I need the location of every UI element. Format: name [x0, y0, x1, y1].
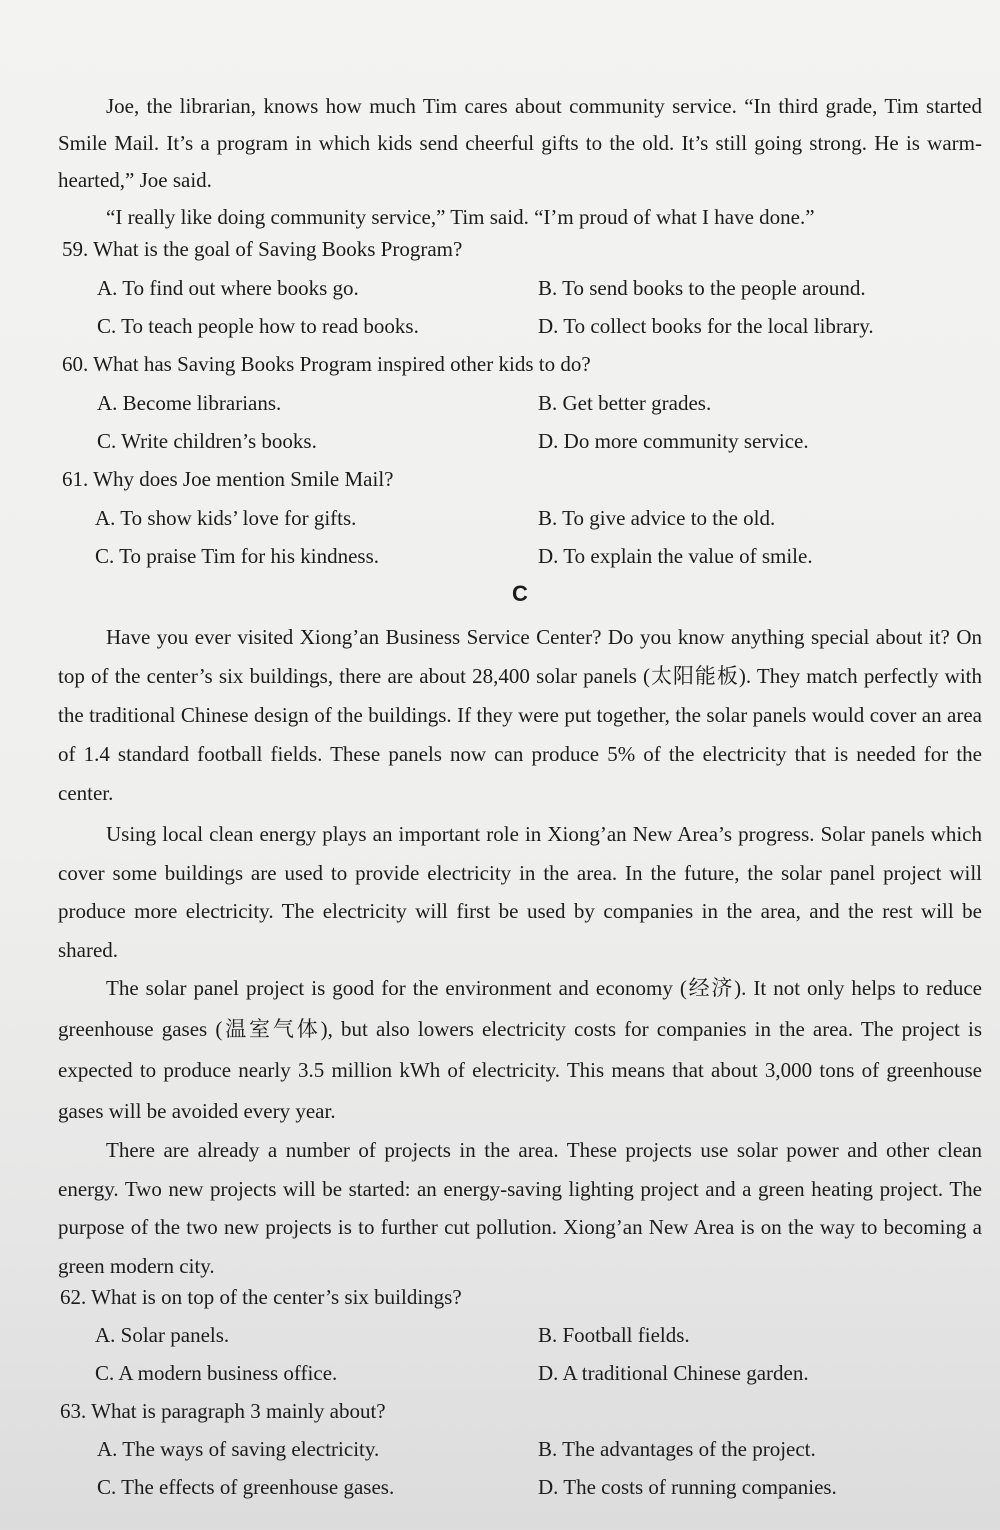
question-62-stem: 62. What is on top of the center’s six buildings?: [60, 1285, 462, 1309]
question-59-option-b: B. To send books to the people around.: [538, 276, 866, 300]
question-61-option-a: A. To show kids’ love for gifts.: [95, 506, 357, 530]
paragraph-tim-quote: “I really like doing community service,” Tim said. “I’m proud of what I have done.”: [106, 205, 815, 229]
question-63-option-c: C. The effects of greenhouse gases.: [97, 1475, 395, 1499]
question-60-option-c: C. Write children’s books.: [97, 429, 317, 453]
question-63-stem: 63. What is paragraph 3 mainly about?: [60, 1399, 386, 1423]
section-c-paragraph-3: The solar panel project is good for the environment and economy (经济). It not only helps to reduce greenhouse gases (温室气体), but also lowers electricity costs for companies in the area. The project is expected to produce nearly 3.5 million kWh of electricity. This means that about 3,000 tons of greenhouse gases will be avoided every year.: [58, 976, 982, 1123]
section-c-paragraph-2: Using local clean energy plays an important role in Xiong’an New Area’s progress. Solar panels which cover some buildings are used to provide electricity in the area. In the future, the solar panel project will produce more electricity. The electricity will first be used by companies in the area, and the rest will be shared.: [58, 822, 982, 962]
question-60-option-b: B. Get better grades.: [538, 391, 712, 415]
question-59-option-d: D. To collect books for the local library.: [538, 314, 874, 338]
question-61-option-d: D. To explain the value of smile.: [538, 544, 813, 568]
question-59-option-a: A. To find out where books go.: [97, 276, 359, 300]
question-60-stem: 60. What has Saving Books Program inspired other kids to do?: [62, 352, 591, 376]
question-62-option-a: A. Solar panels.: [95, 1323, 230, 1347]
section-c-paragraph-1: Have you ever visited Xiong’an Business Service Center? Do you know anything special about it? On top of the center’s six buildings, there are about 28,400 solar panels (太阳能板). They match perfectly with the traditional Chinese design of the buildings. If they were put together, the solar panels would cover an area of 1.4 standard football fields. These panels now can produce 5% of the electricity that is needed for the center.: [58, 625, 982, 805]
question-62-option-b: B. Football fields.: [538, 1323, 690, 1347]
question-63-option-b: B. The advantages of the project.: [538, 1437, 816, 1461]
question-60-option-d: D. Do more community service.: [538, 429, 809, 453]
question-61-option-c: C. To praise Tim for his kindness.: [95, 544, 380, 568]
question-61-option-b: B. To give advice to the old.: [538, 506, 776, 530]
section-c-heading: C: [512, 581, 528, 606]
question-59-stem: 59. What is the goal of Saving Books Program?: [62, 237, 463, 261]
question-63-option-d: D. The costs of running companies.: [538, 1475, 837, 1499]
question-60-option-a: A. Become librarians.: [97, 391, 282, 415]
question-59-option-c: C. To teach people how to read books.: [97, 314, 419, 338]
paragraph-joe-smile-mail: Joe, the librarian, knows how much Tim cares about community service. “In third grade, Tim started Smile Mail. It’s a program in which kids send cheerful gifts to the old. It’s still going strong. He is warm-hearted,” Joe said.: [58, 94, 982, 192]
section-c-paragraph-4: There are already a number of projects in the area. These projects use solar power and other clean energy. Two new projects will be started: an energy-saving lighting project and a green heating project. The purpose of the two new projects is to further cut pollution. Xiong’an New Area is on the way to becoming a green modern city.: [58, 1138, 982, 1278]
question-62-option-d: D. A traditional Chinese garden.: [538, 1361, 809, 1385]
question-61-stem: 61. Why does Joe mention Smile Mail?: [62, 467, 394, 491]
question-63-option-a: A. The ways of saving electricity.: [97, 1437, 380, 1461]
question-62-option-c: C. A modern business office.: [95, 1361, 338, 1385]
